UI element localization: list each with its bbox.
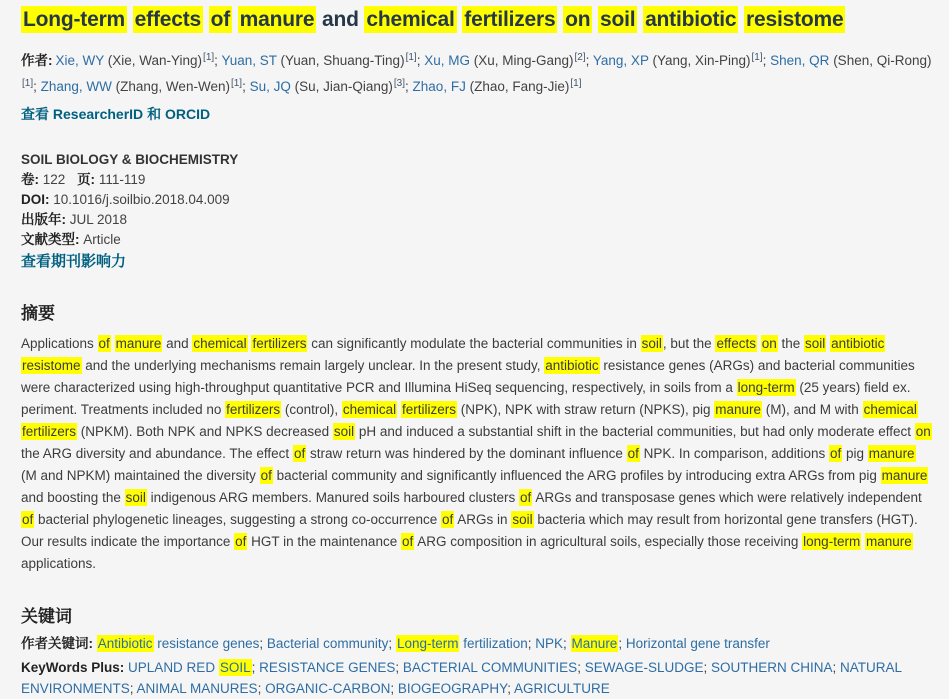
keyword-separator: ;	[563, 636, 571, 652]
text-run: BACTERIAL COMMUNITIES	[402, 660, 578, 676]
affiliation-superscript: [1]	[570, 77, 582, 89]
text-run: resistance genes (ARGs) and bacterial communities were characterized using high-throughput quantitative PCR and Illumina HiSeq sequencing, respectively, in soils from a	[21, 358, 915, 396]
highlighted-term: soil	[333, 424, 355, 440]
author-link[interactable]: Yang, XP	[592, 53, 649, 69]
author-full-name: (Xie, Wan-Ying)	[104, 53, 203, 69]
author-separator: ;	[405, 79, 413, 95]
keyword-separator: ;	[703, 660, 711, 676]
highlighted-term: long-term	[737, 380, 795, 396]
highlighted-term: manure	[115, 336, 162, 352]
doi-row	[21, 190, 935, 210]
text-run: NATURAL ENVIRONMENTS	[21, 660, 902, 697]
keyword-link[interactable]	[403, 660, 577, 675]
highlighted-term: manure	[881, 468, 928, 484]
doctype-value: Article	[83, 232, 121, 248]
affiliation-superscript: [1]	[405, 51, 417, 63]
highlighted-term: manure	[868, 446, 915, 462]
keyword-separator: ;	[257, 681, 266, 697]
text-run	[111, 336, 115, 351]
text-run: bacteria which may result from horizontal gene transfers (HGT). Our results indicate the importance	[21, 512, 918, 550]
text-run	[232, 8, 238, 31]
highlighted-term: Long-term	[396, 636, 459, 652]
authors-line	[21, 48, 935, 100]
journal-impact-link[interactable]: 查看期刊影响力	[21, 253, 127, 271]
keyword-separator: ;	[832, 660, 841, 676]
doctype-row	[21, 230, 935, 250]
keyword-link[interactable]	[711, 660, 833, 675]
keyword-separator: ;	[577, 660, 585, 676]
highlighted-term: fertilizers	[401, 402, 456, 418]
text-run: and the underlying mechanisms remain largely unclear. In the present study,	[81, 358, 545, 374]
text-run: (NPK), NPK with straw return (NPKS), pig	[456, 402, 715, 418]
keywords-plus-list	[21, 659, 902, 696]
volume-value: 122	[42, 172, 66, 188]
keyword-link[interactable]	[535, 636, 563, 651]
author-separator: ;	[585, 53, 593, 69]
keyword-link[interactable]	[571, 635, 619, 652]
highlighted-term: chemical	[342, 402, 397, 418]
author-keywords-line	[21, 633, 935, 654]
author-full-name: (Zhao, Fang-Jie)	[465, 79, 570, 95]
author-keywords-label: 作者关键词:	[21, 636, 93, 652]
highlighted-term: of	[22, 512, 34, 528]
highlighted-term: of	[442, 512, 454, 528]
keyword-link[interactable]	[514, 681, 610, 696]
highlighted-term: manure	[239, 8, 315, 31]
author-link[interactable]: Su, JQ	[249, 79, 291, 95]
text-run: NPK. In comparison, additions	[639, 446, 829, 462]
author-link[interactable]: Zhang, WW	[40, 79, 112, 95]
highlighted-term: resistome	[746, 8, 844, 31]
text-run: and	[316, 8, 365, 31]
highlighted-term: antibiotic	[831, 336, 885, 352]
text-run: the	[777, 336, 805, 352]
highlighted-term: fertilizers	[22, 424, 77, 440]
text-run: SOUTHERN CHINA	[711, 660, 833, 676]
text-run: straw return was hindered by the dominant influence	[306, 446, 627, 462]
author-separator: ;	[416, 53, 425, 69]
text-run: (NPKM). Both NPK and NPKS decreased	[77, 424, 333, 440]
keyword-link[interactable]	[398, 681, 507, 696]
keyword-separator: ;	[390, 681, 398, 697]
highlighted-term: antibiotic	[545, 358, 599, 374]
pubyear-value: JUL 2018	[69, 212, 128, 228]
authors-label: 作者:	[21, 53, 53, 69]
author-full-name: (Zhang, Wen-Wen)	[111, 79, 230, 95]
researcher-links-line	[21, 104, 935, 124]
abstract-heading: 摘要	[21, 304, 55, 324]
highlighted-term: of	[210, 8, 231, 31]
volume-label: 卷:	[21, 172, 39, 188]
text-run: the ARG diversity and abundance. The effect	[21, 446, 293, 462]
keywords-plus-line	[21, 657, 935, 699]
author-list	[21, 53, 931, 94]
keyword-link[interactable]	[626, 636, 770, 651]
keyword-link[interactable]	[137, 681, 258, 696]
text-run: pig	[842, 446, 868, 462]
keyword-separator: ;	[395, 660, 403, 676]
highlighted-term: Manure	[571, 636, 618, 652]
highlighted-term: soil	[600, 8, 636, 31]
and-conjunction: 和	[147, 106, 162, 123]
highlighted-term: of	[830, 446, 842, 462]
journal-block	[21, 150, 935, 272]
keyword-separator: ;	[507, 681, 515, 697]
pages-label: 页:	[77, 172, 96, 188]
text-run: ORGANIC-CARBON	[265, 681, 391, 697]
pages-value: 111-119	[98, 172, 146, 188]
affiliation-superscript: [1]	[22, 77, 34, 89]
highlighted-term: effects	[716, 336, 756, 352]
text-run: RESISTANCE GENES	[259, 660, 396, 676]
highlighted-term: soil	[805, 336, 826, 352]
pubyear-label: 出版年:	[21, 212, 66, 228]
text-run: indigenous ARG members. Manured soils harboured clusters	[146, 490, 520, 506]
text-run: ANIMAL MANURES	[136, 681, 258, 697]
author-full-name: (Su, Jian-Qiang)	[290, 79, 393, 95]
text-run	[127, 8, 133, 31]
author-full-name: (Xu, Ming-Gang)	[469, 53, 574, 69]
text-run: (M and NPKM) maintained the diversity	[21, 468, 260, 484]
keyword-separator: ;	[527, 636, 536, 652]
keyword-link[interactable]	[97, 635, 260, 652]
text-run: (control),	[281, 402, 342, 418]
text-run: ARGs in	[454, 512, 512, 528]
article-title	[21, 7, 935, 33]
keyword-link[interactable]	[128, 659, 252, 676]
author-separator: ;	[762, 53, 771, 69]
author-separator: ;	[33, 79, 41, 95]
author-link[interactable]: Zhao, FJ	[412, 79, 466, 95]
text-run: fertilization	[459, 636, 528, 652]
highlighted-term: effects	[134, 8, 201, 31]
highlighted-term: of	[520, 490, 532, 506]
text-run: can significantly modulate the bacterial communities in	[307, 336, 641, 352]
text-run: bacterial community and significantly influenced the ARG profiles by introducing extra ARGs from pig	[272, 468, 881, 484]
keyword-separator: ;	[388, 636, 396, 652]
text-run: AGRICULTURE	[514, 681, 610, 697]
text-run: bacterial phylogenetic lineages, suggesting a strong co-occurrence	[34, 512, 442, 528]
keyword-link[interactable]	[265, 681, 390, 696]
author-full-name: (Shen, Qi-Rong)	[829, 53, 932, 69]
pubyear-row	[21, 210, 935, 230]
highlighted-term: Antibiotic	[97, 636, 153, 652]
doi-label: DOI:	[21, 192, 50, 208]
highlighted-term: chemical	[193, 336, 247, 352]
highlighted-term: soil	[125, 490, 146, 506]
text-run: and boosting the	[21, 490, 125, 506]
affiliation-superscript: [3]	[393, 77, 406, 89]
text-run: Applications	[21, 336, 98, 352]
affiliation-superscript: [1]	[203, 51, 215, 63]
author-full-name: (Yang, Xin-Ping)	[648, 53, 751, 69]
keywords-heading: 关键词	[21, 607, 72, 627]
keyword-link[interactable]	[259, 660, 395, 675]
researcherid-link[interactable]: ResearcherID	[52, 106, 144, 123]
volume-pages-row	[21, 170, 935, 190]
highlighted-term: chemical	[366, 8, 455, 31]
author-link[interactable]: Shen, QR	[770, 53, 830, 69]
text-run: resistance genes	[153, 636, 260, 652]
highlighted-term: on	[565, 8, 591, 31]
keyword-separator: ;	[129, 681, 137, 697]
highlighted-term: on	[761, 336, 777, 352]
highlighted-term: fertilizers	[226, 402, 281, 418]
text-run: Bacterial community	[266, 636, 389, 652]
text-run: ARG composition in agricultural soils, especially those receiving	[414, 534, 803, 550]
keyword-separator: ;	[251, 660, 260, 676]
highlighted-term: fertilizers	[464, 8, 556, 31]
keywords-plus-label: KeyWords Plus:	[21, 660, 125, 676]
highlighted-term: manure	[865, 534, 912, 550]
highlighted-term: of	[260, 468, 272, 484]
text-run: (25 years) field ex. periment. Treatments included no	[21, 380, 911, 418]
highlighted-term: of	[235, 534, 247, 550]
doctype-label: 文献类型:	[21, 232, 80, 248]
highlighted-term: SOIL	[219, 660, 251, 676]
highlighted-term: of	[98, 336, 110, 352]
text-run: Horizontal gene transfer	[625, 636, 770, 652]
keyword-link[interactable]	[585, 660, 704, 675]
text-run: NPK	[535, 636, 564, 652]
abstract-text	[21, 333, 935, 575]
highlighted-term: resistome	[22, 358, 81, 374]
author-link[interactable]: Yuan, ST	[221, 53, 277, 69]
keyword-separator: ;	[618, 636, 626, 652]
text-run: applications.	[21, 556, 97, 572]
author-full-name: (Yuan, Shuang-Ting)	[276, 53, 405, 69]
highlighted-term: of	[627, 446, 639, 462]
highlighted-term: Long-term	[23, 8, 126, 31]
highlighted-term: of	[401, 534, 414, 550]
text-run: HGT in the maintenance	[247, 534, 401, 550]
text-run: ARGs and transposase genes which were relatively independent	[532, 490, 922, 506]
orcid-link[interactable]: ORCID	[164, 106, 211, 123]
text-run: SEWAGE-SLUDGE	[584, 660, 704, 676]
affiliation-superscript: [1]	[751, 51, 763, 63]
highlighted-term: manure	[715, 402, 762, 418]
highlighted-term: on	[915, 424, 931, 440]
highlighted-term: antibiotic	[645, 8, 737, 31]
highlighted-term: soil	[641, 336, 662, 352]
highlighted-term: fertilizers	[252, 336, 307, 352]
author-separator: ;	[214, 53, 222, 69]
author-keywords-list	[97, 635, 770, 652]
author-separator: ;	[242, 79, 250, 95]
journal-name: SOIL BIOLOGY & BIOCHEMISTRY	[21, 152, 239, 168]
keyword-link[interactable]	[396, 635, 528, 652]
highlighted-term: of	[293, 446, 306, 462]
view-prefix: 查看	[21, 106, 49, 123]
author-link[interactable]: Xu, MG	[424, 53, 470, 69]
text-run: UPLAND RED	[128, 660, 219, 676]
highlighted-term: chemical	[863, 402, 917, 418]
author-link[interactable]: Xie, WY	[55, 53, 105, 69]
affiliation-superscript: [2]	[574, 51, 586, 63]
highlighted-term: soil	[512, 512, 533, 528]
keyword-separator: ;	[259, 636, 267, 652]
affiliation-superscript: [1]	[230, 77, 243, 89]
highlighted-term: long-term	[803, 534, 861, 550]
doi-value: 10.1016/j.soilbio.2018.04.009	[53, 192, 230, 208]
text-run: pH and induced a substantial shift in the bacterial communities, but had only moderate effect	[355, 424, 915, 440]
keyword-link[interactable]	[267, 636, 389, 651]
text-run: (M), and M with	[762, 402, 863, 418]
text-run: , but the	[662, 336, 716, 352]
text-run: BIOGEOGRAPHY	[397, 681, 508, 697]
text-run	[203, 8, 209, 31]
text-run: and	[162, 336, 193, 352]
